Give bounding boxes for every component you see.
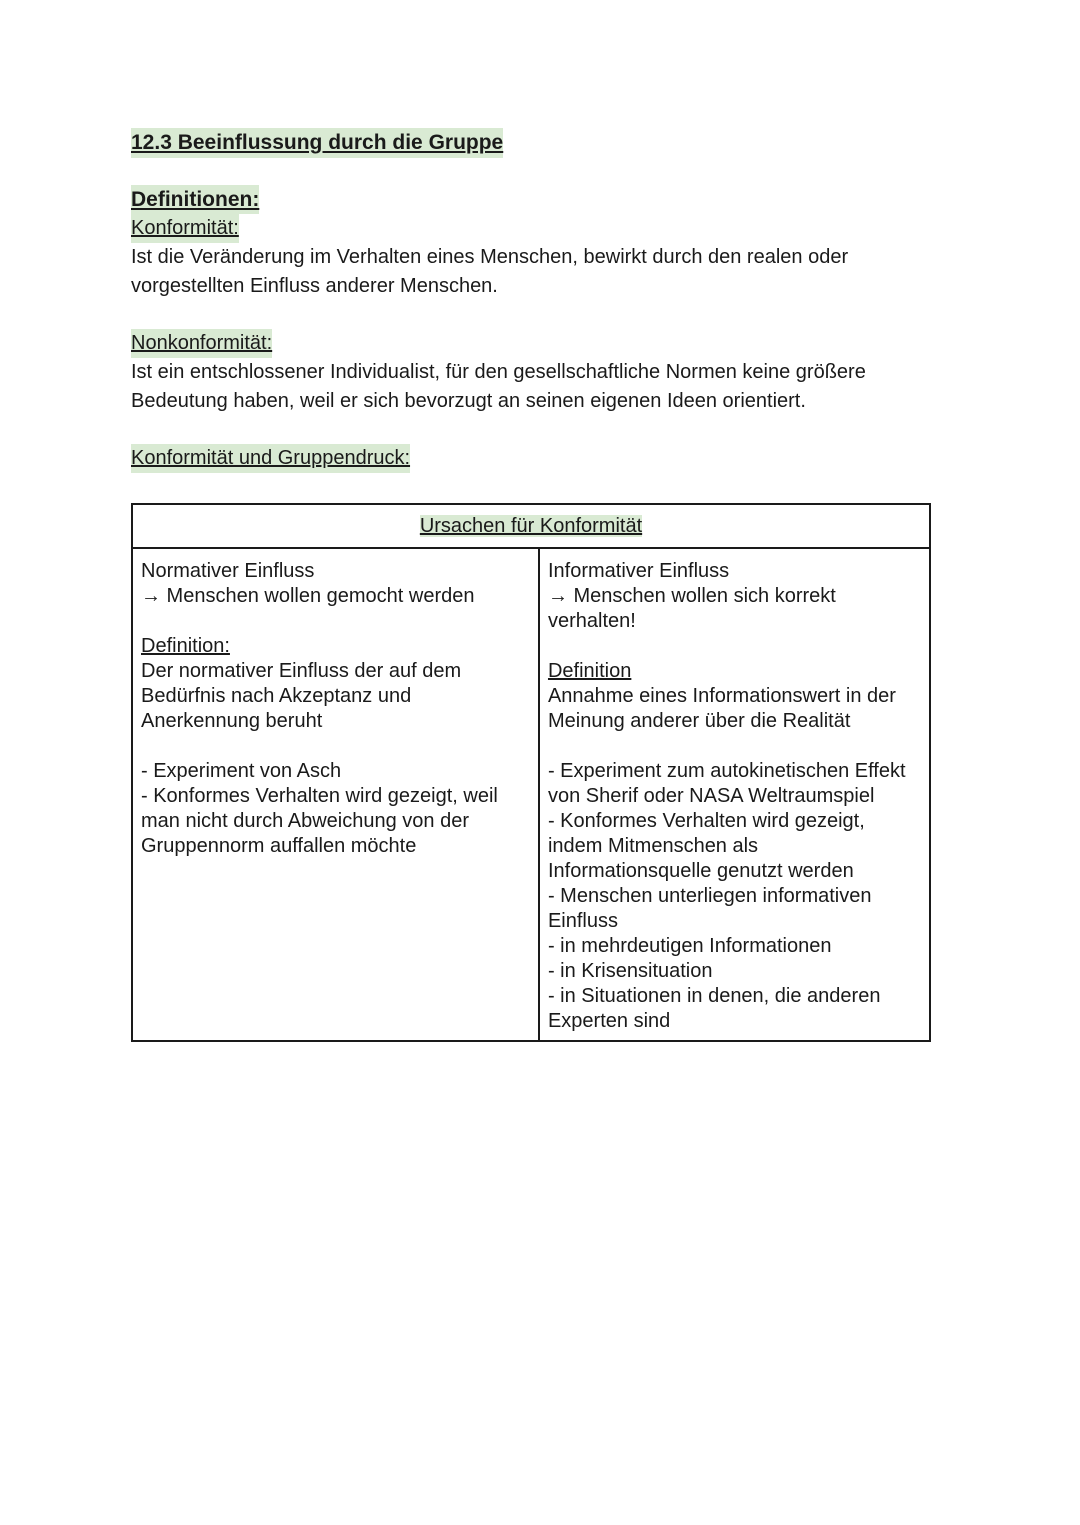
- list-item: - Experiment von Asch: [141, 760, 342, 782]
- informative-influence-cell: [539, 548, 930, 1041]
- group-pressure-heading: Konformität und Gruppendruck:: [131, 444, 410, 473]
- informative-title: Informativer Einfluss: [547, 560, 730, 582]
- list-item: - Konformes Verhalten wird gezeigt, weil man nicht durch Abweichung von der Gruppennorm auffallen möchte: [141, 785, 498, 857]
- informative-definition-text: Annahme eines Informationswert in der Meinung anderer über die Realität: [547, 685, 896, 732]
- informative-definition-label: Definition: [547, 660, 632, 682]
- nonconformity-term: Nonkonformität:: [131, 329, 272, 358]
- table-row: [132, 548, 930, 1041]
- document-page: [131, 128, 931, 473]
- list-item: - in Situationen in denen, die anderen Experten sind: [547, 985, 881, 1032]
- table-header-cell: [132, 504, 930, 548]
- normative-subtitle: → Menschen wollen gemocht werden: [141, 585, 475, 607]
- informative-subtitle: → Menschen wollen sich korrekt verhalten!: [547, 585, 836, 632]
- list-item: - Menschen unterliegen informativen Einfluss: [547, 885, 872, 932]
- page-title: 12.3 Beeinflussung durch die Gruppe: [131, 128, 503, 158]
- conformity-causes-table: [131, 503, 931, 1042]
- nonconformity-definition: Ist ein entschlossener Individualist, für den gesellschaftliche Normen keine größere Bedeutung haben, weil er sich bevorzugt an seinen eigenen Ideen orientiert.: [131, 361, 866, 412]
- list-item: - Experiment zum autokinetischen Effekt von Sherif oder NASA Weltraumspiel: [547, 760, 906, 807]
- table-header-row: [132, 504, 930, 548]
- definitions-heading: Definitionen:: [131, 185, 259, 214]
- normative-definition-text: Der normativer Einfluss der auf dem Bedürfnis nach Akzeptanz und Anerkennung beruht: [141, 660, 462, 732]
- conformity-term: Konformität:: [131, 214, 239, 243]
- normative-title: Normativer Einfluss: [141, 560, 315, 582]
- table-header-text: Ursachen für Konformität: [419, 515, 643, 537]
- normative-influence-cell: [132, 548, 539, 1041]
- list-item: - in mehrdeutigen Informationen: [547, 935, 832, 957]
- conformity-definition: Ist die Veränderung im Verhalten eines Menschen, bewirkt durch den realen oder vorgestellten Einfluss anderer Menschen.: [131, 246, 849, 297]
- list-item: - in Krisensituation: [547, 960, 713, 982]
- normative-definition-label: Definition:: [141, 635, 230, 657]
- list-item: - Konformes Verhalten wird gezeigt, indem Mitmenschen als Informationsquelle genutzt werden: [547, 810, 865, 882]
